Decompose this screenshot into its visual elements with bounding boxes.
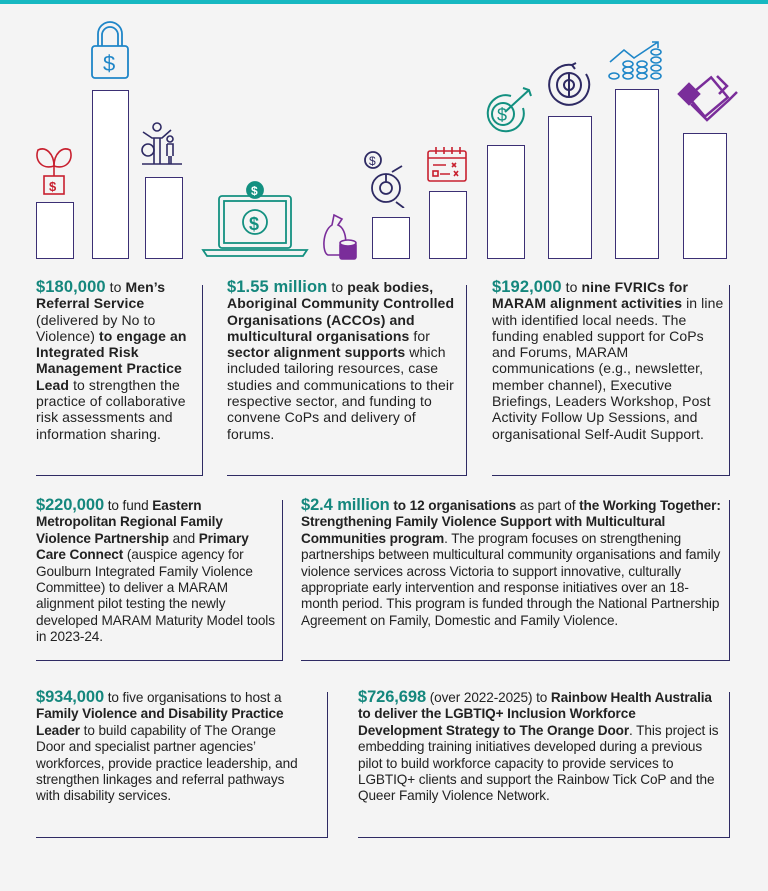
funding-card-disability-practice (36, 688, 328, 838)
card-text (36, 279, 198, 442)
money-bag-icon (322, 213, 358, 260)
bar-9 (683, 133, 727, 259)
top-accent-line (0, 0, 768, 4)
brain-gear-icon (546, 62, 592, 108)
card-text (492, 279, 724, 442)
svg-text:$: $ (49, 179, 57, 194)
highlighted-text: the Working Together: Strengthening Family Violence Support with Multicultural Communities program (301, 498, 721, 546)
body-text: to strengthen the practice of collaborative risk assessments and information sharing. (36, 376, 186, 442)
card-text (36, 689, 298, 805)
body-text: to five organisations to host a (104, 690, 282, 705)
body-text: to fund (104, 498, 153, 513)
funding-amount: $726,698 (358, 688, 427, 706)
funding-card-fvrics (492, 278, 730, 476)
svg-text:$: $ (251, 184, 258, 198)
body-text: . This project is embedding training initiatives developed during a previous pilot to build workforce capacity to provide services to LGBTIQ+ clients and support the Rainbow Tick CoP and the Queer Family Violence Network. (358, 722, 719, 804)
highlighted-text: to 12 organisations (393, 498, 517, 513)
funding-card-working-together (301, 496, 730, 661)
highlighted-text: peak bodies, Aboriginal Community Controlled Organisations (ACCOs) and multicultural organisations (227, 279, 455, 344)
body-text: (delivered by No to Violence) (36, 311, 156, 344)
body-text: to (561, 279, 582, 295)
svg-text:$: $ (497, 105, 508, 125)
funding-amount: $180,000 (36, 278, 106, 296)
body-text: in line with identified local needs. The funding enabled support for CoPs and Forums, MARAM communications (e.g., newsletter, member channel), Executive Briefings, Leaders Workshop, Post Activity Follow Up Sessions, and organisational Self-Audit Support. (492, 295, 724, 442)
body-text: and (168, 530, 199, 546)
bar-4 (372, 217, 410, 259)
bar-3 (145, 177, 183, 259)
highlighted-text: Primary Care Connect (36, 530, 249, 563)
bar-2 (92, 90, 129, 259)
bar-1 (36, 202, 74, 259)
calendar-plan-icon (426, 146, 468, 182)
laptop-dollar-icon (201, 180, 309, 260)
body-text: to (105, 279, 126, 295)
svg-text:$: $ (369, 154, 376, 168)
funding-card-mens-referral (36, 278, 203, 476)
bar-6 (487, 145, 525, 259)
funding-amount: $2.4 million (301, 496, 390, 514)
svg-text:$: $ (249, 214, 260, 234)
card-text (301, 497, 721, 629)
funding-card-peak-bodies (227, 278, 467, 476)
bar-7 (548, 116, 592, 259)
highlighted-text: to engage an Integrated Risk Management Practice Lead (36, 327, 187, 393)
pie-chart-dollar-icon (362, 150, 410, 208)
highlighted-text: Rainbow Health Australia to deliver the LGBTIQ+ Inclusion Workforce Development Strategy to The Orange Door (358, 690, 712, 738)
bar-5 (429, 191, 467, 259)
funding-amount: $192,000 (492, 278, 562, 296)
highlighted-text: nine FVRICs for MARAM alignment activities (492, 279, 688, 312)
body-text: which included tailoring resources, case studies and communications to their respective sector, and funding to convene CoPs and delivery of forums. (227, 344, 454, 442)
body-text: as part of (516, 498, 580, 513)
svg-text:$: $ (103, 51, 116, 76)
body-text: (auspice agency for Goulburn Integrated Family Violence Committee) to deliver a MARAM alignment pilot testing the newly developed MARAM Maturity Model tools in 2023-24. (36, 547, 275, 645)
coins-growth-icon (608, 40, 668, 82)
funding-amount: $220,000 (36, 496, 105, 514)
card-text (227, 279, 459, 442)
body-text: . The program focuses on strengthening partnerships between multicultural community organisations and family violence services across Victoria to support innovative, culturally appropriate early intervention and response initiatives over an 18-month period. This program is funded through the National Partnership Agreement on Family, Domestic and Family Violence. (301, 530, 721, 628)
bar-8 (615, 89, 659, 259)
funding-card-eastern-metro (36, 496, 283, 661)
highlighted-text: sector alignment supports (227, 344, 406, 361)
body-text: for (409, 327, 431, 344)
highlighted-text: Men’s Referral Service (36, 279, 166, 312)
highlighted-text: Eastern Metropolitan Regional Family Violence Partnership (36, 498, 223, 546)
body-text: (over 2022-2025) to (426, 690, 551, 705)
body-text: to build capability of The Orange Door and specialist partner agencies’ workforces, provide practice leadership, and strengthen linkages and referral pathways with disability services. (36, 722, 298, 804)
body-text: to (327, 279, 348, 295)
plant-money-icon (32, 140, 78, 196)
padlock-dollar-icon (90, 20, 130, 80)
card-text (36, 497, 276, 646)
card-text (358, 689, 720, 805)
person-growth-icon (140, 122, 184, 166)
highlighted-text: Family Violence and Disability Practice Leader (36, 706, 284, 738)
handshake-money-icon (677, 74, 739, 122)
funding-amount: $1.55 million (227, 278, 328, 296)
funding-amount: $934,000 (36, 688, 105, 706)
target-dollar-icon (483, 84, 535, 136)
funding-card-rainbow-health (358, 688, 730, 838)
